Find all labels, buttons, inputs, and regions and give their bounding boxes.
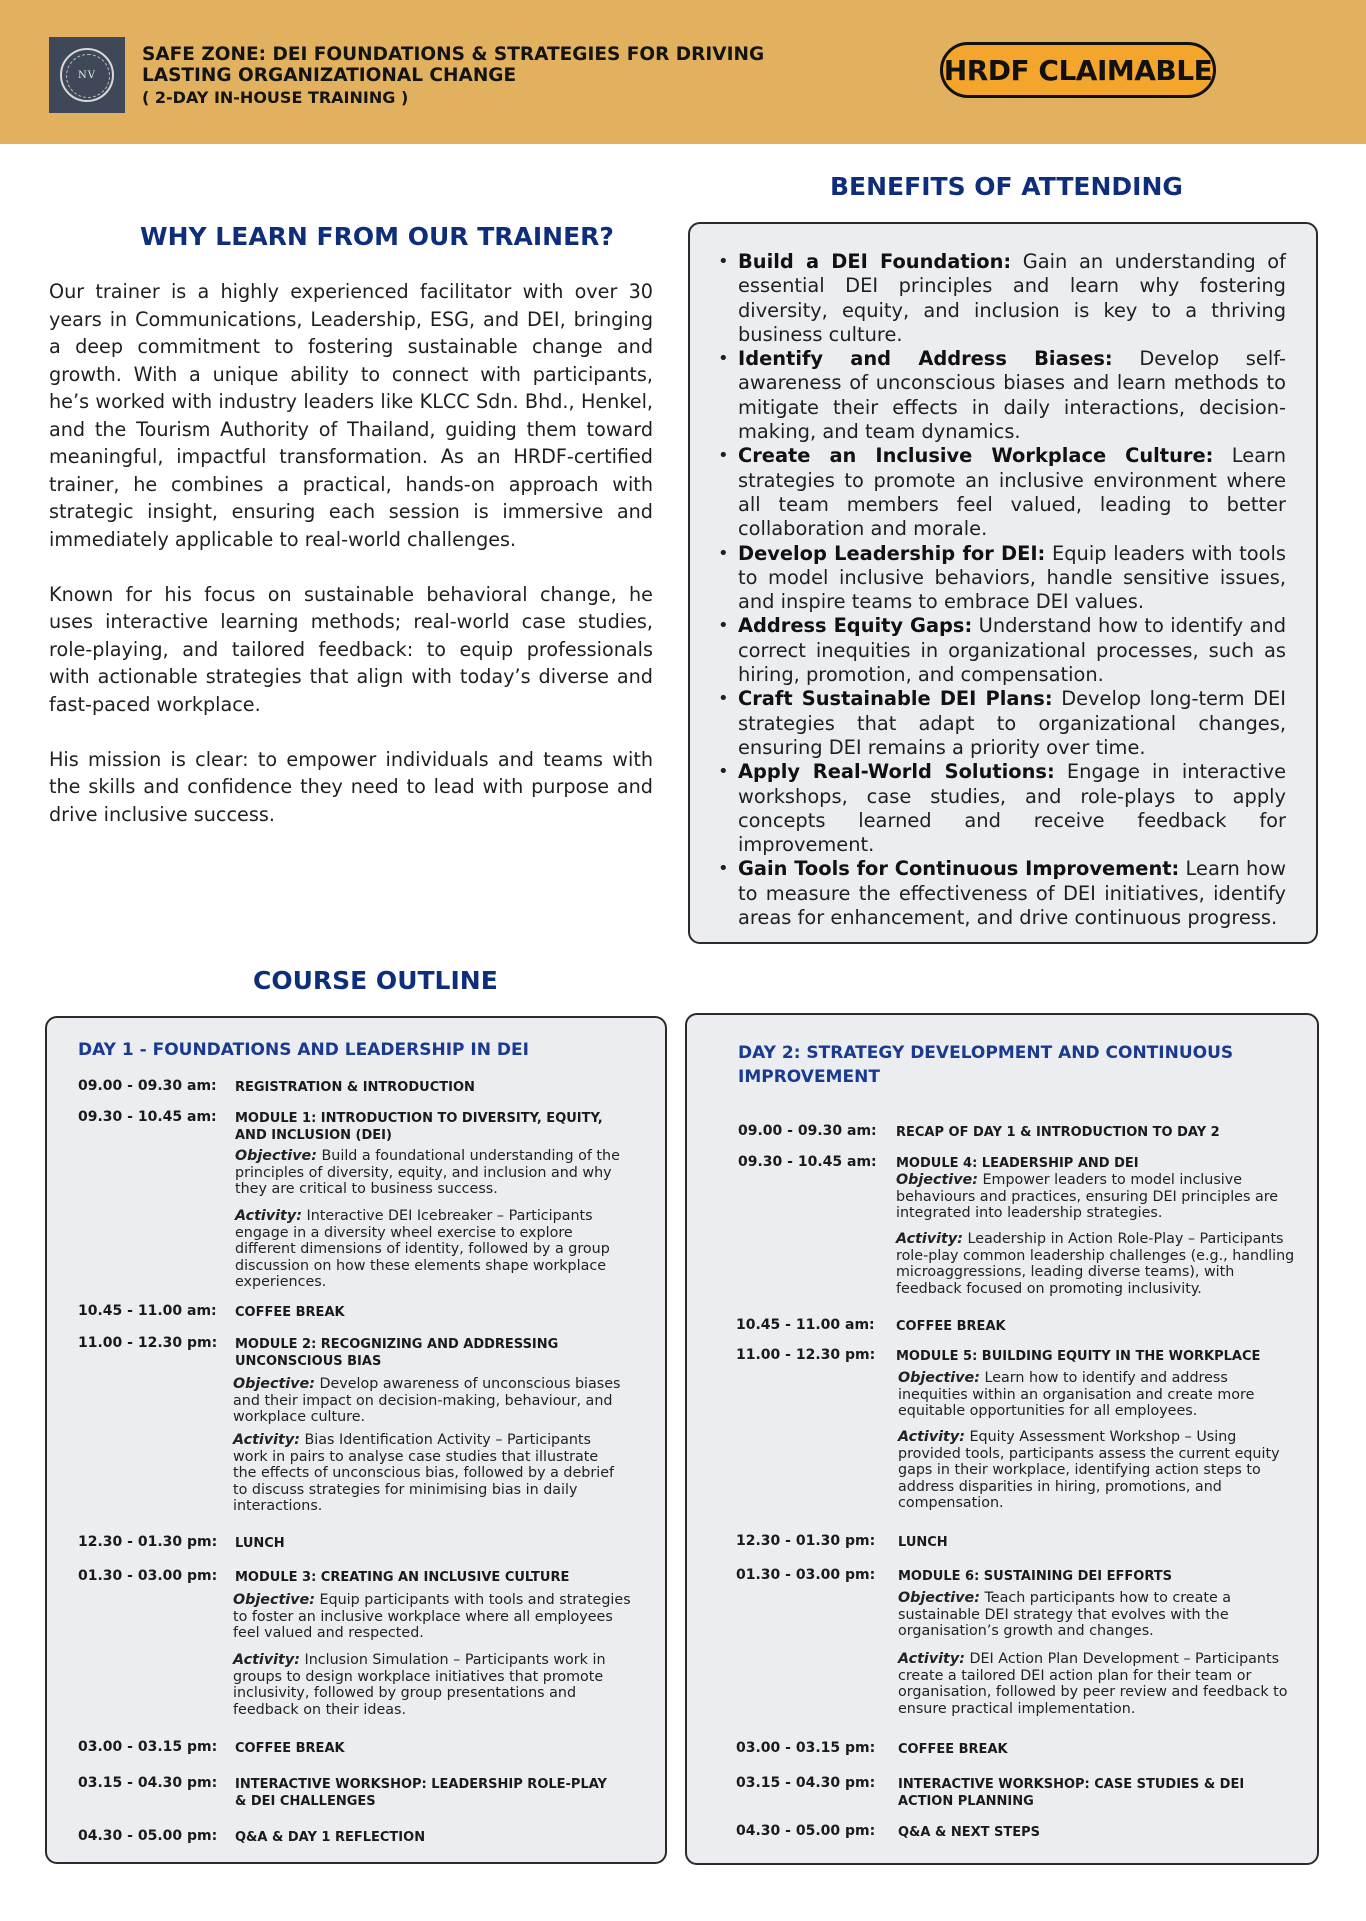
schedule-item-title: Q&A & DAY 1 REFLECTION [235,1830,426,1845]
trainer-heading: WHY LEARN FROM OUR TRAINER? [140,222,614,251]
benefit-text: Develop long-term DEI strategies that adapt to organizational changes, ensuring DEI remains a priority over time. [738,687,1286,759]
trainer-description [49,278,653,856]
objective-body: Develop awareness of unconscious biases and their impact on decision-making, behaviour, and workplace culture. [233,1376,621,1426]
activity-body: DEI Action Plan Development – Participants create a tailored DEI action plan for their team or organisation, followed by peer review and feedback to ensure practical implementation. [898,1651,1288,1717]
schedule-item-title: MODULE 1: INTRODUCTION TO DIVERSITY, EQUITY, AND INCLUSION (DEI) [235,1111,603,1143]
schedule-time: 03.15 - 04.30 pm: [78,1775,218,1791]
benefit-text: Gain an understanding of essential DEI principles and learn why fostering diversity, equity, and inclusion is key to a thriving business culture. [738,250,1286,346]
activity-label: Activity: [233,1432,300,1448]
trainer-paragraph: His mission is clear: to empower individuals and teams with the skills and confidence they need to lead with purpose and drive inclusive success. [49,747,653,826]
schedule-item-title: MODULE 6: SUSTAINING DEI EFFORTS [898,1569,1173,1584]
benefit-title: Identify and Address Biases: [738,347,1113,371]
schedule-time: 09.30 - 10.45 am: [738,1154,877,1170]
benefit-item [738,444,1286,541]
activity-body: Interactive DEI Icebreaker – Participants engage in a diversity wheel exercise to explore different dimensions of identity, followed by a group discussion on how these elements shape workplace experiences. [235,1208,610,1291]
logo-text: NV [78,69,96,81]
schedule-time: 01.30 - 03.00 pm: [78,1568,218,1584]
objective-label: Objective: [235,1148,317,1164]
objective-body: Teach participants how to create a sustainable DEI strategy that evolves with the organisation’s growth and changes. [898,1590,1232,1640]
schedule-item-title: RECAP OF DAY 1 & INTRODUCTION TO DAY 2 [896,1125,1220,1140]
objective-label: Objective: [898,1590,980,1606]
activity-body: Inclusion Simulation – Participants work in groups to design workplace initiatives that promote inclusivity, followed by group presentations and feedback on their ideas. [233,1652,606,1718]
benefit-title: Gain Tools for Continuous Improvement: [738,857,1180,881]
activity-body: Equity Assessment Workshop – Using provided tools, participants assess the current equity gaps in their workplace, identifying action steps to address disparities in hiring, promotions, and compensation. [898,1429,1280,1512]
benefit-item [738,542,1286,615]
benefit-item [738,347,1286,444]
schedule-time: 01.30 - 03.00 pm: [736,1567,876,1583]
day2-schedule-panel [685,1013,1319,1865]
trainer-paragraph: Known for his focus on sustainable behavioral change, he uses interactive learning methods; real-world case studies, role-playing, and tailored feedback: to equip professionals with actionable strategies that align with today’s diverse and fast-paced workplace. [49,582,653,716]
schedule-time: 03.00 - 03.15 pm: [78,1739,218,1755]
objective-text [898,1370,1288,1420]
schedule-item-title: MODULE 4: LEADERSHIP AND DEI [896,1156,1139,1171]
schedule-item-title: MODULE 5: BUILDING EQUITY IN THE WORKPLACE [896,1349,1261,1364]
benefits-list [738,250,1286,930]
schedule-item-title: MODULE 2: RECOGNIZING AND ADDRESSING UNCONSCIOUS BIAS [235,1337,559,1369]
schedule-item-title: COFFEE BREAK [235,1741,345,1756]
benefits-panel [688,222,1318,944]
objective-label: Objective: [233,1376,315,1392]
schedule-item-title: LUNCH [898,1535,948,1550]
objective-body: Equip participants with tools and strategies to foster an inclusive workplace where all employees feel valued and respected. [233,1592,631,1642]
benefit-title: Address Equity Gaps: [738,614,973,638]
objective-body: Learn how to identify and address inequities within an organisation and create more equitable opportunities for all employees. [898,1370,1255,1420]
page-title: SAFE ZONE: DEI FOUNDATIONS & STRATEGIES FOR DRIVING LASTING ORGANIZATIONAL CHANGE [142,44,765,86]
benefit-item [738,760,1286,857]
benefit-text: Develop self-awareness of unconscious biases and learn methods to mitigate their effects in daily interactions, decision-making, and team dynamics. [738,347,1286,444]
objective-label: Objective: [898,1370,980,1386]
day1-schedule-panel [45,1016,667,1864]
activity-label: Activity: [898,1651,965,1667]
schedule-time: 03.00 - 03.15 pm: [736,1740,876,1756]
schedule-time: 12.30 - 01.30 pm: [736,1533,876,1549]
activity-text [896,1231,1296,1297]
activity-text [233,1432,623,1515]
schedule-time: 11.00 - 12.30 pm: [736,1347,876,1363]
day2-title: DAY 2: STRATEGY DEVELOPMENT AND CONTINUOUS IMPROVEMENT [738,1043,1234,1087]
benefit-text: Understand how to identify and correct inequities in organizational processes, such as hiring, promotion, and compensation. [738,614,1287,687]
schedule-time: 10.45 - 11.00 am: [736,1317,875,1333]
benefit-title: Apply Real-World Solutions: [738,760,1055,784]
schedule-time: 10.45 - 11.00 am: [78,1303,217,1319]
schedule-item-title: INTERACTIVE WORKSHOP: LEADERSHIP ROLE-PLAY & DEI CHALLENGES [235,1777,607,1809]
schedule-time: 09.00 - 09.30 am: [738,1123,877,1139]
objective-label: Objective: [896,1172,978,1188]
objective-text [896,1172,1296,1222]
schedule-time: 09.00 - 09.30 am: [78,1078,217,1094]
day1-title: DAY 1 - FOUNDATIONS AND LEADERSHIP IN DEI [78,1040,529,1060]
benefit-title: Craft Sustainable DEI Plans: [738,687,1053,711]
benefit-title: Develop Leadership for DEI: [738,541,1046,565]
objective-text [898,1590,1298,1640]
benefit-item [738,250,1286,347]
benefit-text: Engage in interactive workshops, case studies, and role-plays to apply concepts learned and receive feedback for improvement. [738,760,1286,857]
schedule-item-title: COFFEE BREAK [235,1305,345,1320]
benefit-title: Create an Inclusive Workplace Culture: [738,444,1214,468]
objective-body: Build a foundational understanding of the principles of diversity, equity, and inclusion and why they are critical to business success. [235,1148,620,1198]
benefit-text: Equip leaders with tools to model inclusive behaviors, handle sensitive issues, and inspire teams to embrace DEI values. [738,541,1286,614]
schedule-time: 11.00 - 12.30 pm: [78,1335,218,1351]
objective-text [233,1592,633,1642]
activity-text [898,1651,1298,1717]
benefit-item [738,614,1286,687]
schedule-item-title: MODULE 3: CREATING AN INCLUSIVE CULTURE [235,1570,570,1585]
schedule-item-title: COFFEE BREAK [896,1319,1006,1334]
schedule-item-title: LUNCH [235,1536,285,1551]
objective-label: Objective: [233,1592,315,1608]
benefit-title: Build a DEI Foundation: [738,250,1012,273]
activity-body: Bias Identification Activity – Participants work in pairs to analyse case studies that illustrate the effects of unconscious bias, followed by a debrief to discuss strategies for minimising bias in daily interactions. [233,1432,615,1515]
activity-label: Activity: [898,1429,965,1445]
brand-logo [49,37,125,113]
schedule-item-title: COFFEE BREAK [898,1742,1008,1757]
objective-text [233,1376,637,1426]
schedule-time: 12.30 - 01.30 pm: [78,1534,218,1550]
benefits-heading: BENEFITS OF ATTENDING [830,172,1183,201]
objective-text [235,1148,635,1198]
course-outline-heading: COURSE OUTLINE [253,966,498,995]
benefit-text: Learn strategies to promote an inclusive environment where all team members feel valued, leading to better collaboration and morale. [738,444,1286,541]
header-band [0,0,1366,144]
page-subtitle: ( 2-DAY IN-HOUSE TRAINING ) [142,88,409,107]
logo-emblem-icon [60,48,114,102]
schedule-time: 04.30 - 05.00 pm: [736,1823,876,1839]
hrdf-claimable-badge: HRDF CLAIMABLE [940,42,1216,98]
activity-body: Leadership in Action Role-Play – Participants role-play common leadership challenges (e.g., handling microaggressions, leading diverse teams), with feedback focused on promoting inclusivity. [896,1231,1295,1297]
benefit-item [738,857,1286,930]
objective-body: Empower leaders to model inclusive behaviours and practices, ensuring DEI principles are integrated into leadership strategies. [896,1172,1279,1222]
activity-label: Activity: [896,1231,963,1247]
activity-text [233,1652,633,1718]
activity-text [898,1429,1298,1512]
schedule-time: 03.15 - 04.30 pm: [736,1775,876,1791]
schedule-time: 09.30 - 10.45 am: [78,1109,217,1125]
benefit-item [738,687,1286,760]
activity-label: Activity: [235,1208,302,1224]
schedule-item-title: INTERACTIVE WORKSHOP: CASE STUDIES & DEI ACTION PLANNING [898,1777,1245,1809]
schedule-item-title: REGISTRATION & INTRODUCTION [235,1080,475,1095]
trainer-paragraph: Our trainer is a highly experienced facilitator with over 30 years in Communications, Leadership, ESG, and DEI, bringing a deep commitment to fostering sustainable change and growth. With a unique ability to connect with participants, he’s worked with industry leaders like KLCC Sdn. Bhd., Henkel, and the Tourism Authority of Thailand, guiding them toward meaningful, impactful transformation. As an HRDF-certified trainer, he combines a practical, hands-on approach with strategic insight, ensuring each session is immersive and immediately applicable to real-world challenges. [49,280,653,551]
activity-label: Activity: [233,1652,300,1668]
benefit-text: Learn how to measure the effectiveness of DEI initiatives, identify areas for enhancement, and drive continuous progress. [738,857,1286,930]
schedule-item-title: Q&A & NEXT STEPS [898,1825,1041,1840]
activity-text [235,1208,635,1291]
schedule-time: 04.30 - 05.00 pm: [78,1828,218,1844]
